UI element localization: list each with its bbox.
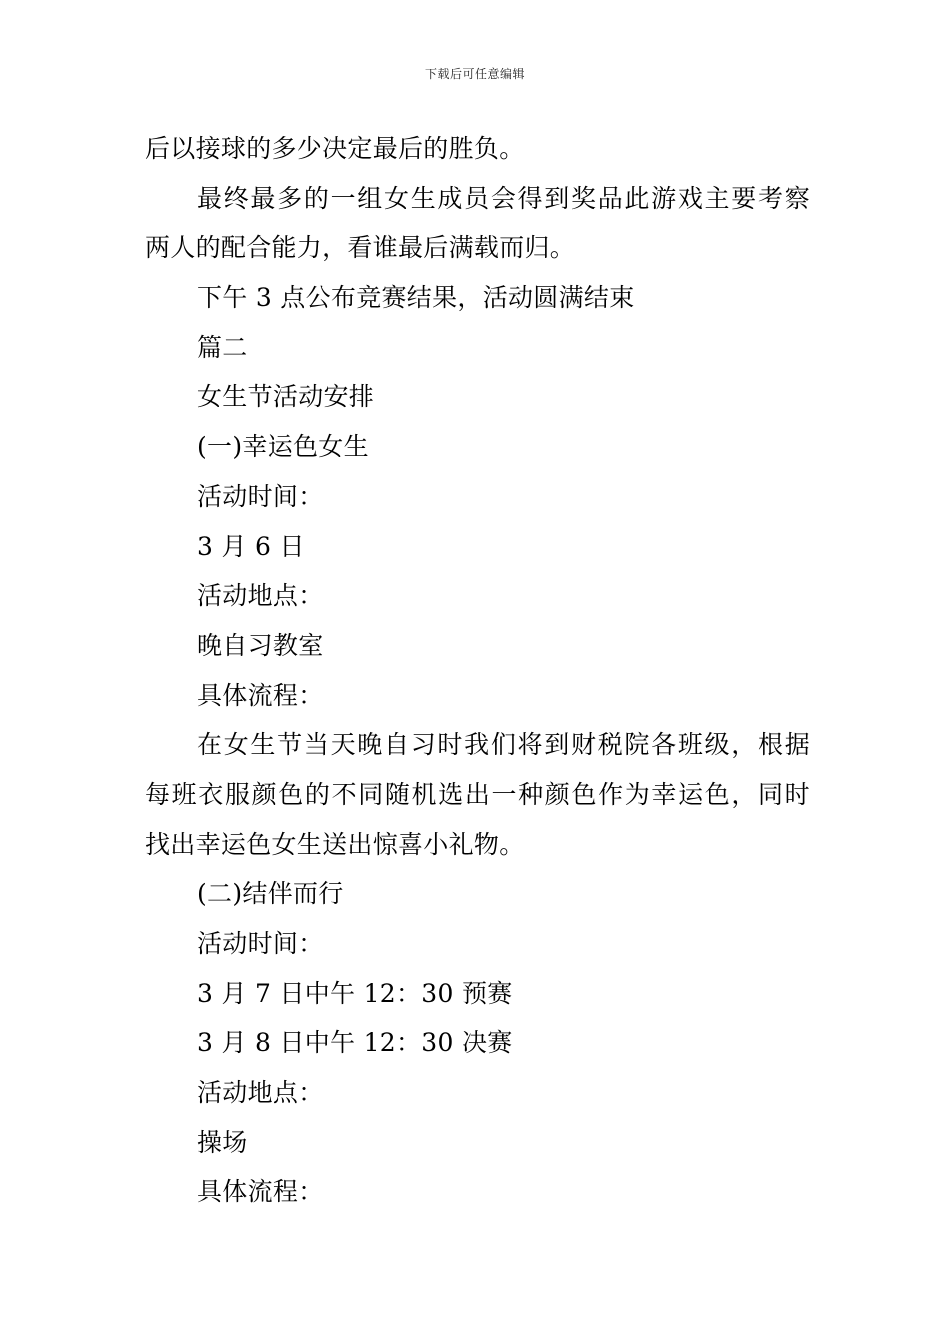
paragraph-line: 后以接球的多少决定最后的胜负。 bbox=[145, 134, 525, 163]
field-label: 具体流程： bbox=[197, 1177, 324, 1207]
field-label: 活动地点： bbox=[197, 1078, 324, 1108]
field-value: 操场 bbox=[197, 1127, 248, 1157]
section-heading: 篇二 bbox=[197, 332, 248, 362]
subsection-heading: (二)结伴而行 bbox=[197, 879, 344, 909]
paragraph-line: 找出幸运色女生送出惊喜小礼物。 bbox=[145, 829, 525, 859]
paragraph-line: 在女生节当天晚自习时我们将到财税院各班级，根据 bbox=[197, 730, 810, 760]
field-value: 3 月 7 日中午 12：30 预赛 bbox=[197, 978, 513, 1008]
field-label: 活动地点： bbox=[197, 581, 324, 611]
field-label: 活动时间： bbox=[197, 481, 324, 511]
paragraph-line: 下午 3 点公布竞赛结果，活动圆满结束 bbox=[197, 283, 635, 313]
section-title: 女生节活动安排 bbox=[197, 382, 375, 412]
page-header: 下载后可任意编辑 bbox=[424, 67, 525, 81]
subsection-heading: (一)幸运色女生 bbox=[197, 432, 369, 462]
field-label: 活动时间： bbox=[197, 929, 324, 958]
paragraph-line: 最终最多的一组女生成员会得到奖品此游戏主要考察 bbox=[197, 183, 810, 213]
field-label: 具体流程： bbox=[197, 680, 324, 710]
paragraph-line: 每班衣服颜色的不同随机选出一种颜色作为幸运色，同时 bbox=[145, 779, 810, 809]
paragraph-line: 两人的配合能力，看谁最后满载而归。 bbox=[145, 233, 576, 263]
field-value: 晚自习教室 bbox=[197, 630, 324, 660]
document-body bbox=[145, 124, 810, 1217]
field-value: 3 月 6 日 bbox=[197, 531, 305, 561]
field-value: 3 月 8 日中午 12：30 决赛 bbox=[197, 1028, 513, 1058]
